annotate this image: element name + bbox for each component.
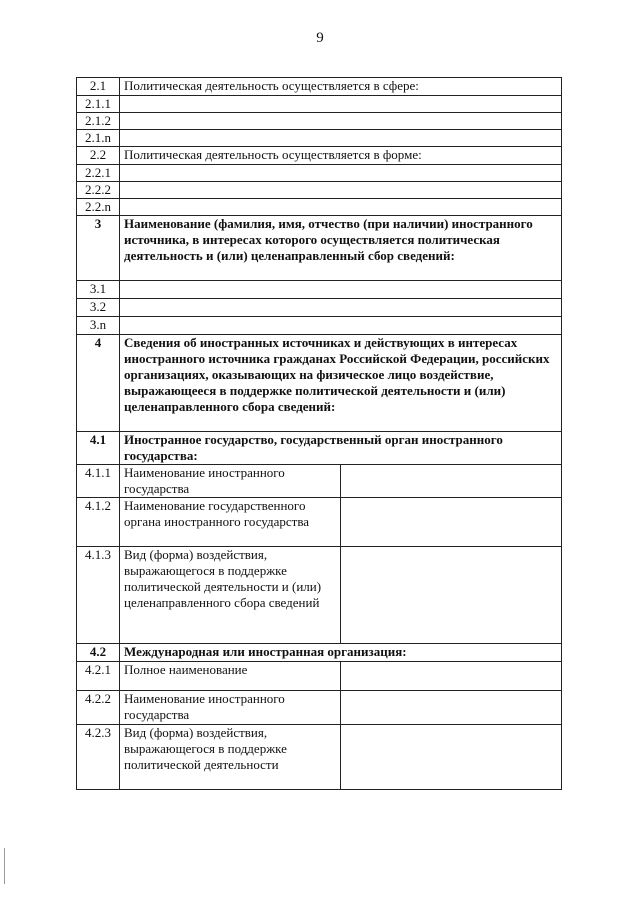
subsection-heading: Иностранное государство, государственный орган иностранного государства: (120, 432, 562, 465)
table-row (77, 465, 562, 498)
value-cell[interactable] (341, 547, 562, 644)
row-number: 4.2.2 (77, 691, 120, 725)
table-row (77, 147, 562, 165)
row-number: 2.1.n (77, 130, 120, 147)
subsection-heading: Международная или иностранная организация: (120, 644, 562, 662)
table-row (77, 725, 562, 790)
row-number: 4.1.3 (77, 547, 120, 644)
field-label: Вид (форма) воздействия, выражающегося в поддержке политической деятельности (120, 725, 341, 790)
section-heading-row (77, 216, 562, 281)
row-number: 4 (77, 335, 120, 432)
row-number: 4.2.3 (77, 725, 120, 790)
table-row (77, 691, 562, 725)
value-cell[interactable] (341, 662, 562, 691)
row-label: Политическая деятельность осуществляется в форме: (120, 147, 562, 165)
row-number: 2.1 (77, 78, 120, 96)
value-cell[interactable] (341, 498, 562, 547)
row-number: 3.1 (77, 281, 120, 299)
row-number: 4.2 (77, 644, 120, 662)
value-cell[interactable] (341, 691, 562, 725)
table-row (77, 130, 562, 147)
subsection-heading-row (77, 432, 562, 465)
table-row (77, 281, 562, 299)
table-row (77, 662, 562, 691)
row-number: 2.2.n (77, 199, 120, 216)
row-number: 2.1.2 (77, 113, 120, 130)
row-number: 4.1.1 (77, 465, 120, 498)
value-cell[interactable] (120, 281, 562, 299)
field-label: Полное наименование (120, 662, 341, 691)
row-number: 3.n (77, 317, 120, 335)
value-cell[interactable] (120, 199, 562, 216)
field-label: Наименование иностранного государства (120, 465, 341, 498)
section-heading-row (77, 335, 562, 432)
table-row (77, 78, 562, 96)
table-row (77, 96, 562, 113)
row-number: 3 (77, 216, 120, 281)
value-cell[interactable] (341, 725, 562, 790)
field-label: Наименование государственного органа иностранного государства (120, 498, 341, 547)
row-number: 4.1.2 (77, 498, 120, 547)
value-cell[interactable] (120, 96, 562, 113)
subsection-heading-row (77, 644, 562, 662)
table-row (77, 498, 562, 547)
value-cell[interactable] (120, 165, 562, 182)
row-number: 2.2.2 (77, 182, 120, 199)
table-row (77, 165, 562, 182)
field-label: Наименование иностранного государства (120, 691, 341, 725)
field-label: Вид (форма) воздействия, выражающегося в поддержке политической деятельности и (или) целенаправленного сбора сведений (120, 547, 341, 644)
row-number: 4.2.1 (77, 662, 120, 691)
row-number: 4.1 (77, 432, 120, 465)
table-row (77, 317, 562, 335)
table-row (77, 182, 562, 199)
section-heading: Сведения об иностранных источниках и действующих в интересах иностранного источника гражданах Российской Федерации, российских организациях, оказывающих на физическое лицо воздействие, выражающееся в поддержке политической деятельности и (или) целенаправленного сбора сведений: (120, 335, 562, 432)
page-number: 9 (316, 30, 324, 46)
table-row (77, 199, 562, 216)
table-row (77, 113, 562, 130)
table-row (77, 299, 562, 317)
value-cell[interactable] (120, 113, 562, 130)
row-number: 3.2 (77, 299, 120, 317)
value-cell[interactable] (341, 465, 562, 498)
scan-edge-mark (4, 848, 5, 884)
value-cell[interactable] (120, 182, 562, 199)
form-table (76, 77, 562, 790)
row-number: 2.2.1 (77, 165, 120, 182)
section-heading: Наименование (фамилия, имя, отчество (при наличии) иностранного источника, в интересах которого осуществляется политическая деятельность и (или) целенаправленный сбор сведений: (120, 216, 562, 281)
value-cell[interactable] (120, 317, 562, 335)
value-cell[interactable] (120, 299, 562, 317)
table-row (77, 547, 562, 644)
row-number: 2.2 (77, 147, 120, 165)
row-number: 2.1.1 (77, 96, 120, 113)
value-cell[interactable] (120, 130, 562, 147)
row-label: Политическая деятельность осуществляется в сфере: (120, 78, 562, 96)
